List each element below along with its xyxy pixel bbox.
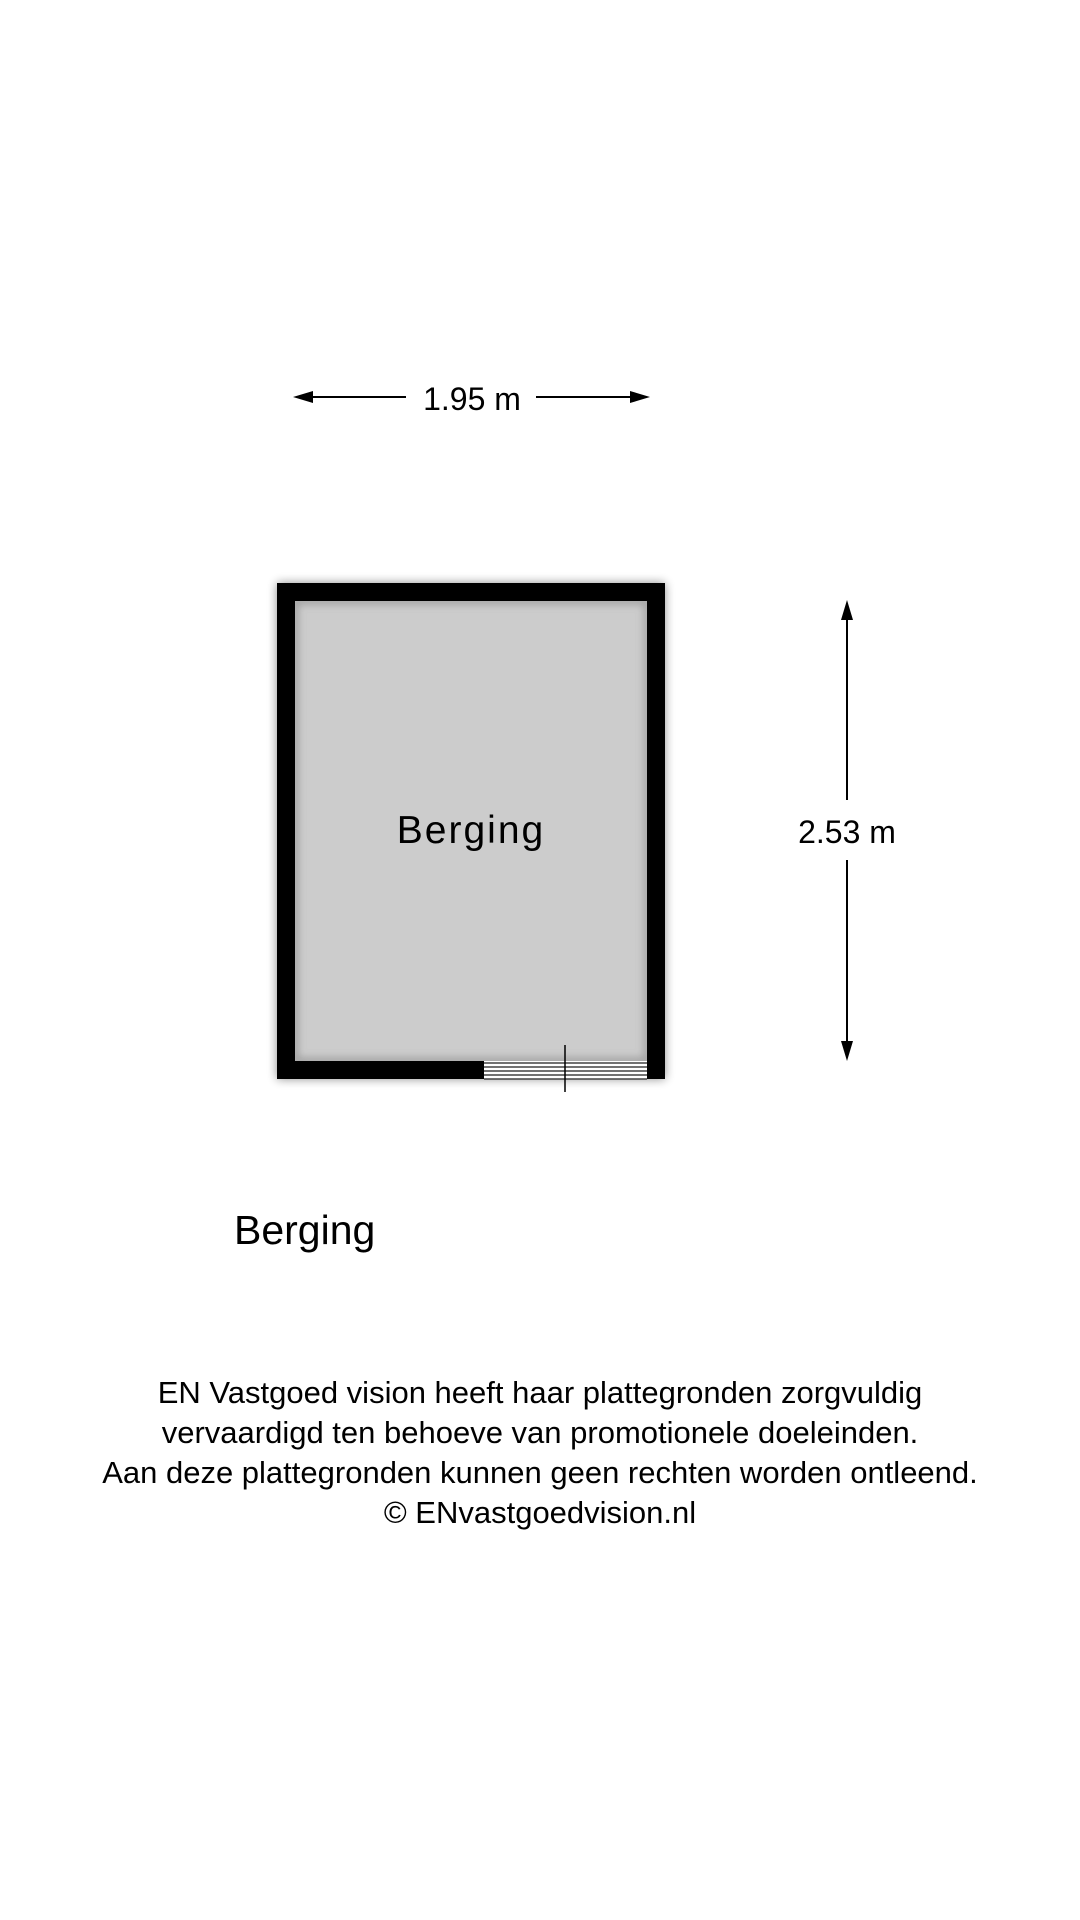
- disclaimer-line: Aan deze plattegronden kunnen geen rechten worden ontleend.: [102, 1455, 978, 1490]
- plan-title: Berging: [234, 1207, 376, 1253]
- disclaimer-line: vervaardigd ten behoeve van promotionele doeleinden.: [161, 1415, 919, 1450]
- disclaimer-line: EN Vastgoed vision heeft haar plattegronden zorgvuldig: [157, 1375, 923, 1410]
- height-dimension-label: 2.53 m: [798, 814, 896, 850]
- copyright-line: © ENvastgoedvision.nl: [383, 1495, 697, 1530]
- room-label: Berging: [396, 809, 546, 852]
- disclaimer: [0, 1373, 1080, 1533]
- width-dimension-label: 1.95 m: [423, 381, 521, 417]
